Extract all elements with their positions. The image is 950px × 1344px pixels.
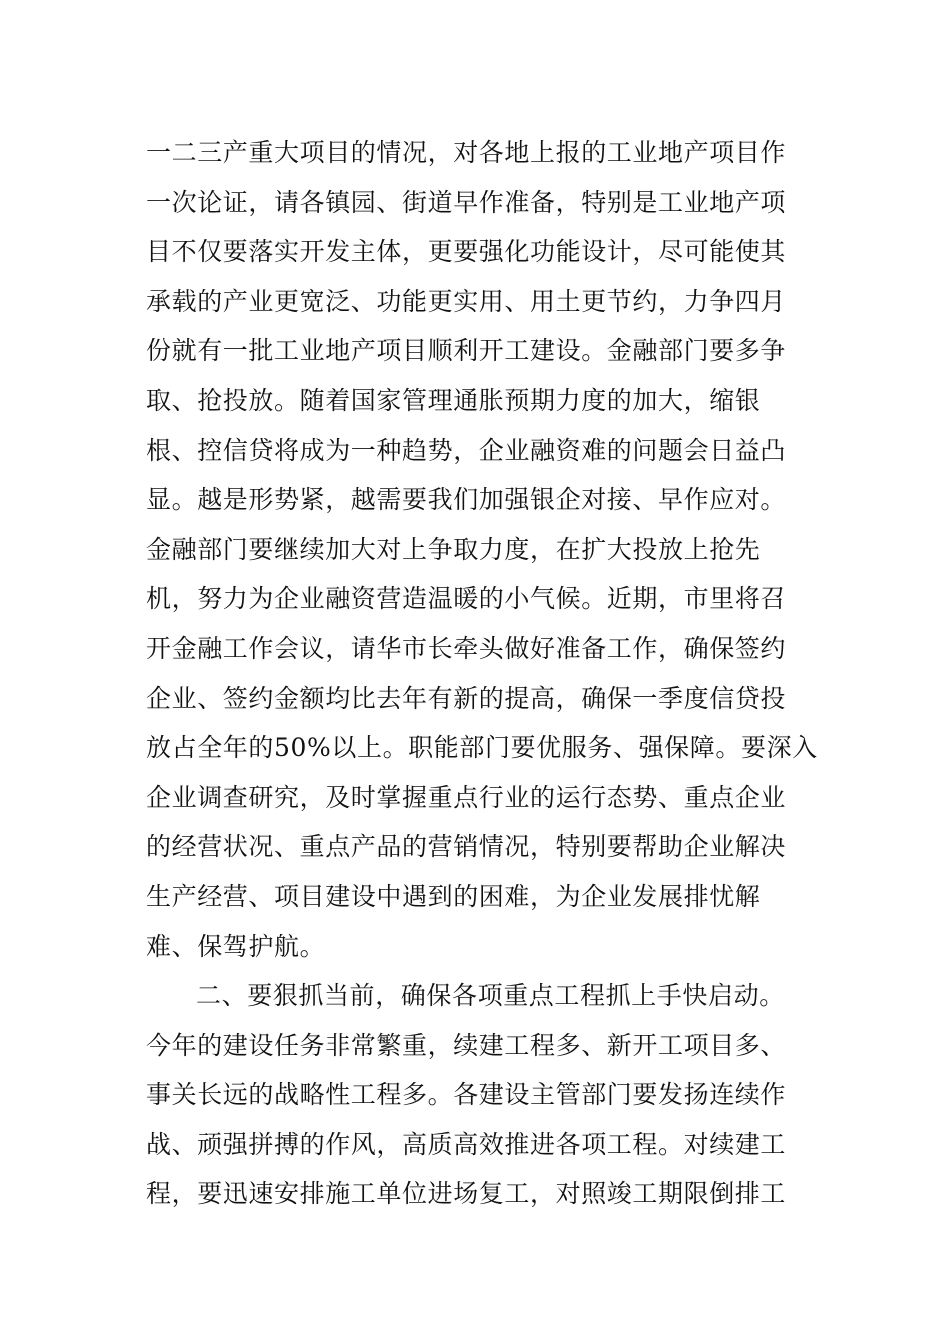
text-line: 程，要迅速安排施工单位进场复工，对照竣工期限倒排工 [146,1179,787,1209]
text-line: 事关长远的战略性工程多。各建设主管部门要发扬连续作 [146,1080,787,1110]
text-line: 今年的建设任务非常繁重，续建工程多、新开工项目多、 [146,1030,787,1060]
text-line: 的经营状况、重点产品的营销情况，特别要帮助企业解决 [146,832,787,862]
text-line: 生产经营、项目建设中遇到的困难，为企业发展排忧解 [146,881,761,911]
text-line: 难、保驾护航。 [146,931,326,961]
text-line: 机，努力为企业融资营造温暖的小气候。近期，市里将召 [146,584,787,614]
text-line: 战、顽强拼搏的作风，高质高效推进各项工程。对续建工 [146,1129,787,1159]
body-text [146,128,826,1219]
text-line: 放占全年的50%以上。职能部门要优服务、强保障。要深入 [146,733,818,763]
text-line: 开金融工作会议，请华市长牵头做好准备工作，确保签约 [146,633,787,663]
text-line: 企业调查研究，及时掌握重点行业的运行态势、重点企业 [146,782,787,812]
text-line: 取、抢投放。随着国家管理通胀预期力度的加大，缩银 [146,385,761,415]
text-line: 一次论证，请各镇园、街道早作准备，特别是工业地产项 [146,187,787,217]
section-heading-line: 二、要狠抓当前，确保各项重点工程抓上手快启动。 [196,981,785,1011]
text-line: 承载的产业更宽泛、功能更实用、用土更节约，力争四月 [146,286,787,316]
text-line: 份就有一批工业地产项目顺利开工建设。金融部门要多争 [146,336,787,366]
text-line: 显。越是形势紧，越需要我们加强银企对接、早作应对。 [146,485,787,515]
text-line: 一二三产重大项目的情况，对各地上报的工业地产项目作 [146,138,787,167]
text-line: 企业、签约金额均比去年有新的提高，确保一季度信贷投 [146,683,787,713]
text-line: 金融部门要继续加大对上争取力度，在扩大投放上抢先 [146,534,761,564]
text-line: 根、控信贷将成为一种趋势，企业融资难的问题会日益凸 [146,435,787,465]
text-line: 目不仅要落实开发主体，更要强化功能设计，尽可能使其 [146,237,787,267]
